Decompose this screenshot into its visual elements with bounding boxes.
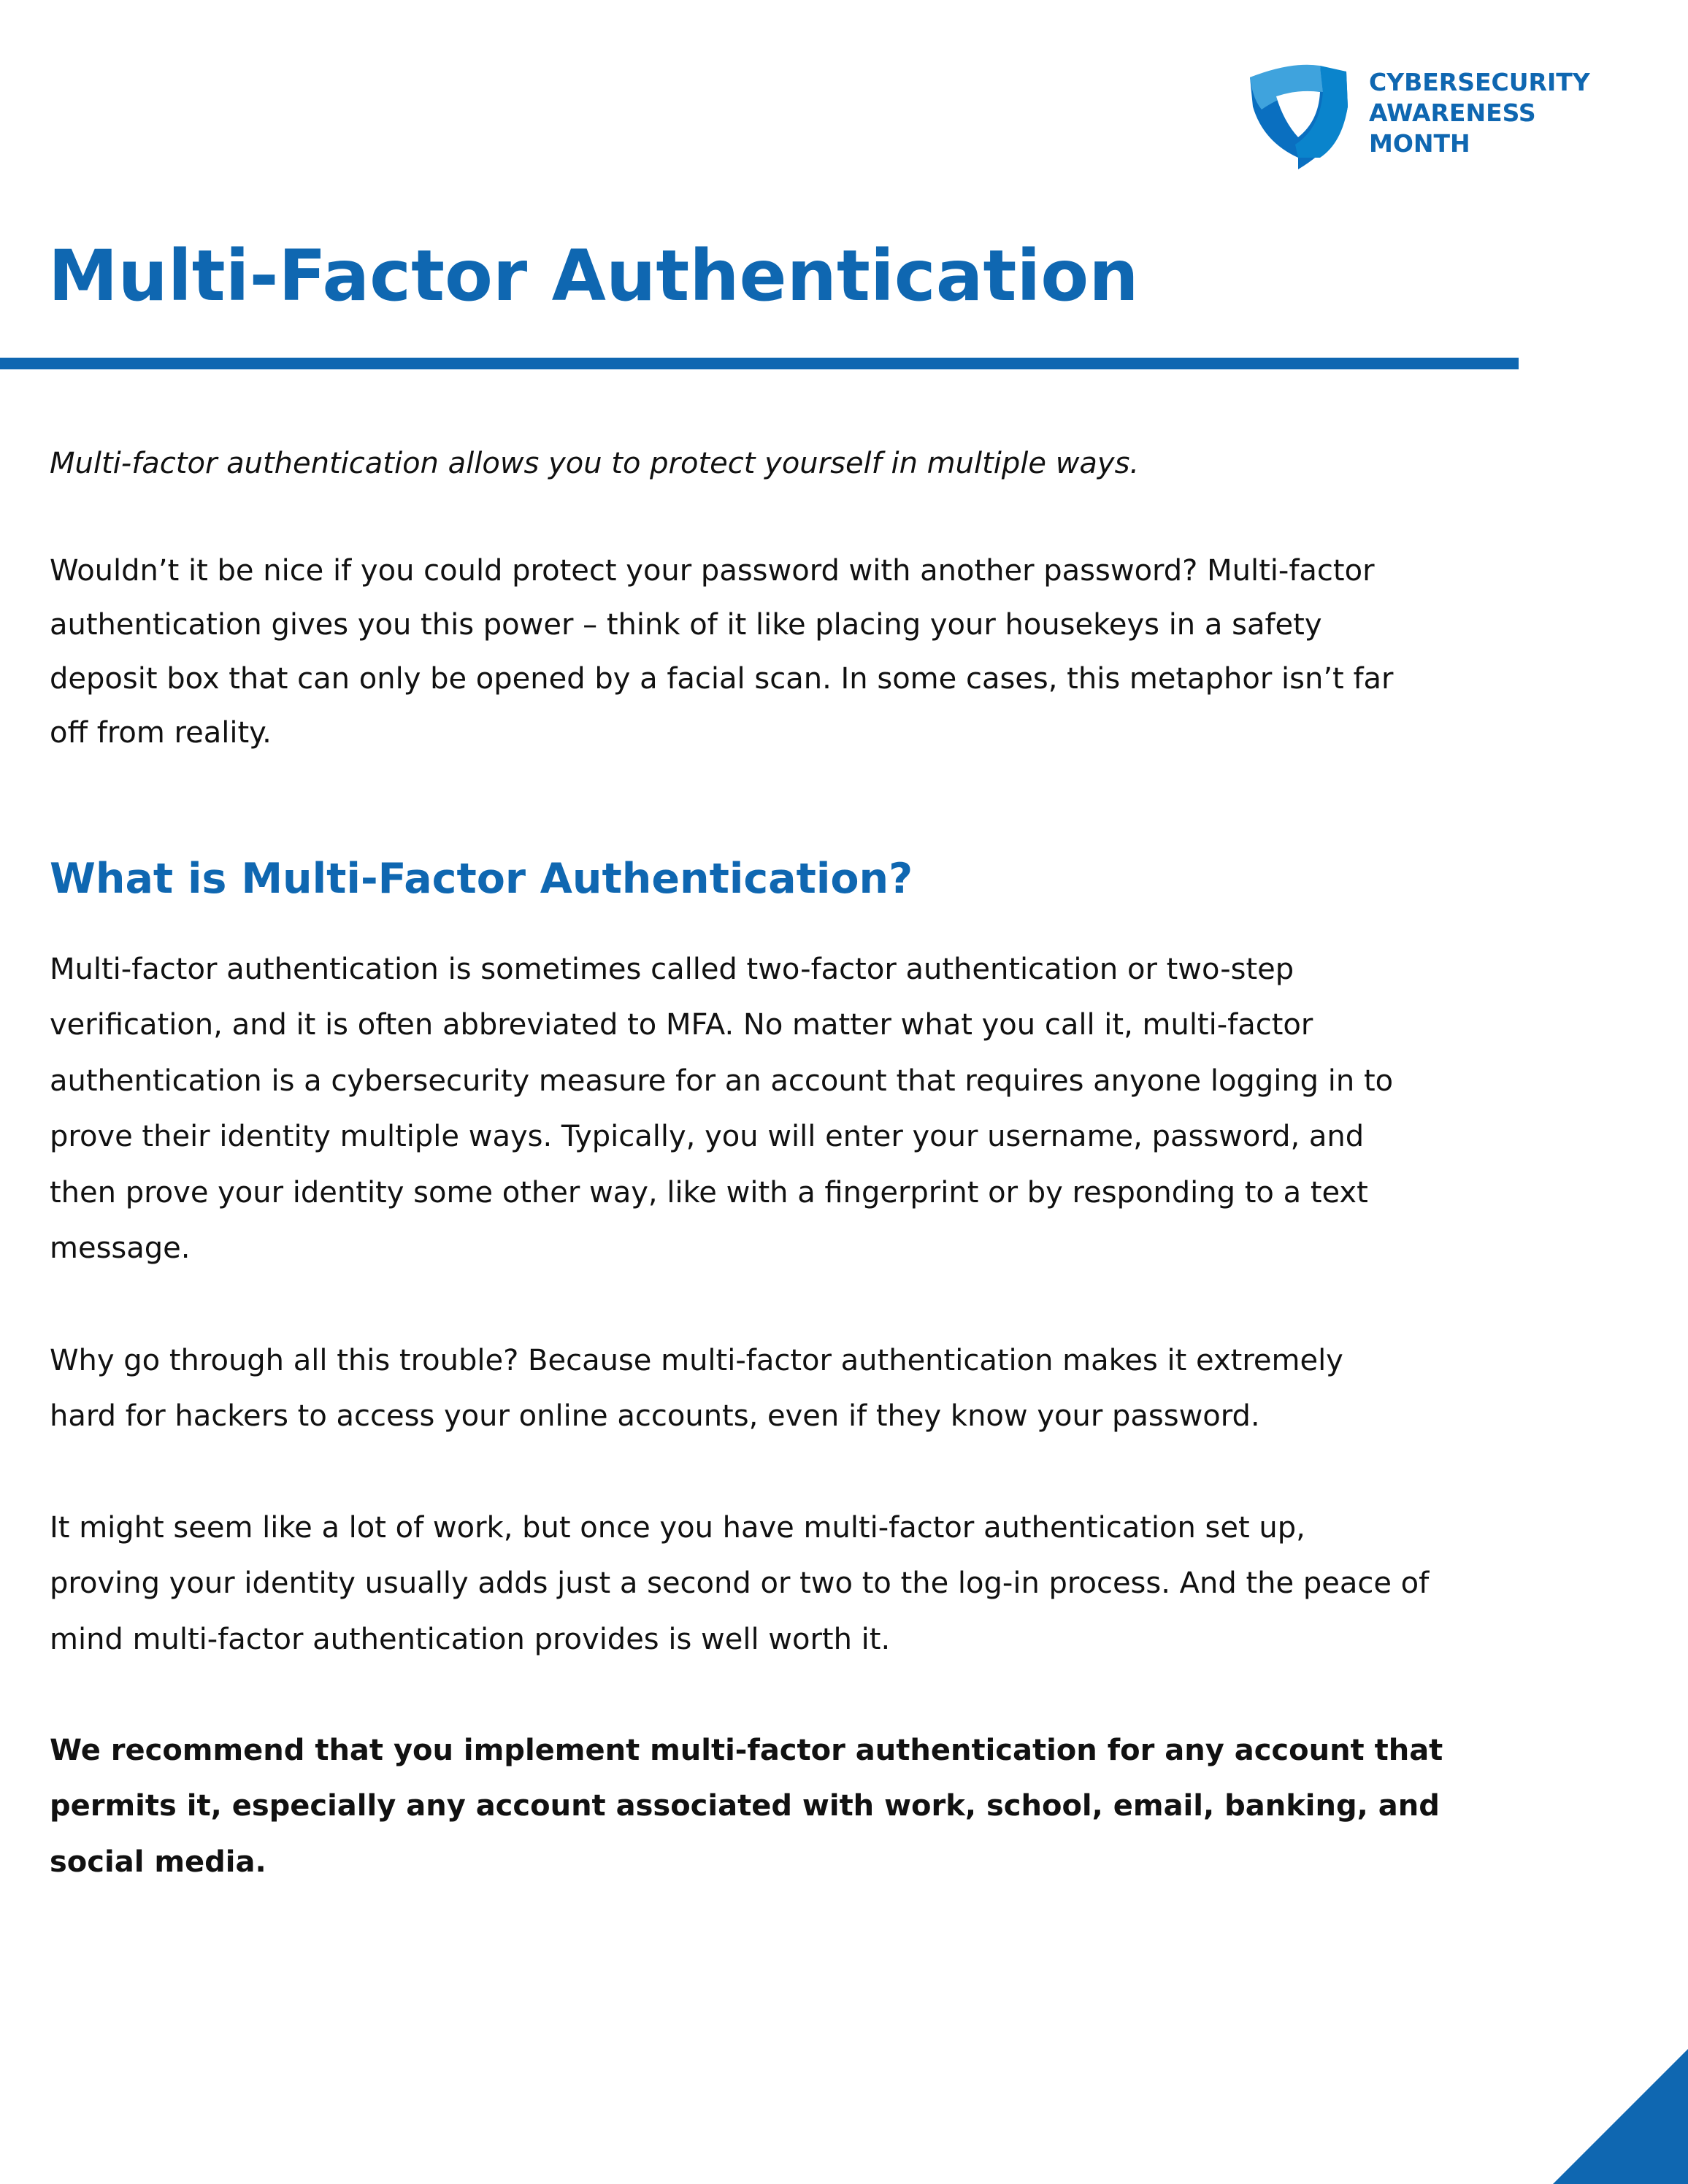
text-line: then prove your identity some other way, like with a fingerprint or by responding to a text: [50, 1175, 1368, 1210]
text-line: hard for hackers to access your online accounts, even if they know your password.: [50, 1399, 1260, 1434]
logo-line: AWARENESS: [1369, 99, 1536, 127]
logo-line: MONTH: [1369, 129, 1470, 158]
text-line: authentication gives you this power – think of it like placing your housekeys in a safety: [50, 608, 1322, 642]
paragraph-1: [50, 544, 1394, 760]
text-line: Why go through all this trouble? Because multi-factor authentication makes it extremely: [50, 1344, 1343, 1377]
text-line: message.: [50, 1231, 191, 1266]
paragraph-4: [50, 1500, 1429, 1667]
section-heading: What is Multi-Factor Authentication?: [50, 855, 913, 903]
text-line: Multi-factor authentication is sometimes called two-factor authentication or two-step: [50, 953, 1294, 986]
title-divider: [0, 358, 1519, 369]
page-title: Multi-Factor Authentication: [48, 235, 1139, 317]
text-line: social media.: [50, 1845, 266, 1879]
corner-decoration: [1553, 2049, 1688, 2184]
text-line: We recommend that you implement multi-factor authentication for any account that: [50, 1734, 1443, 1767]
paragraph-2: [50, 942, 1393, 1276]
text-line: permits it, especially any account associated with work, school, email, banking, and: [50, 1789, 1440, 1823]
text-line: deposit box that can only be opened by a facial scan. In some cases, this metaphor isn’t far: [50, 662, 1394, 696]
logo-line: CYBERSECURITY: [1369, 68, 1590, 96]
text-line: authentication is a cybersecurity measure for an account that requires anyone logging in to: [50, 1064, 1394, 1098]
shield-logo-icon: [1247, 63, 1355, 171]
text-line: verification, and it is often abbreviated to MFA. No matter what you call it, multi-factor: [50, 1008, 1313, 1042]
text-line: It might seem like a lot of work, but once you have multi-factor authentication set up,: [50, 1511, 1305, 1545]
text-line: mind multi-factor authentication provides is well worth it.: [50, 1622, 891, 1656]
paragraph-3: [50, 1333, 1343, 1445]
text-line: Wouldn’t it be nice if you could protect your password with another password? Multi-factor: [50, 554, 1375, 588]
text-line: proving your identity usually adds just a second or two to the log-in process. And the peace of: [50, 1566, 1430, 1601]
logo: [1247, 63, 1355, 171]
recommendation: [50, 1723, 1443, 1890]
intro-text: Multi-factor authentication allows you to protect yourself in multiple ways.: [50, 447, 1140, 480]
text-line: off from reality.: [50, 716, 272, 750]
text-line: prove their identity multiple ways. Typically, you will enter your username, password, and: [50, 1120, 1365, 1154]
logo-text: [1369, 67, 1590, 159]
